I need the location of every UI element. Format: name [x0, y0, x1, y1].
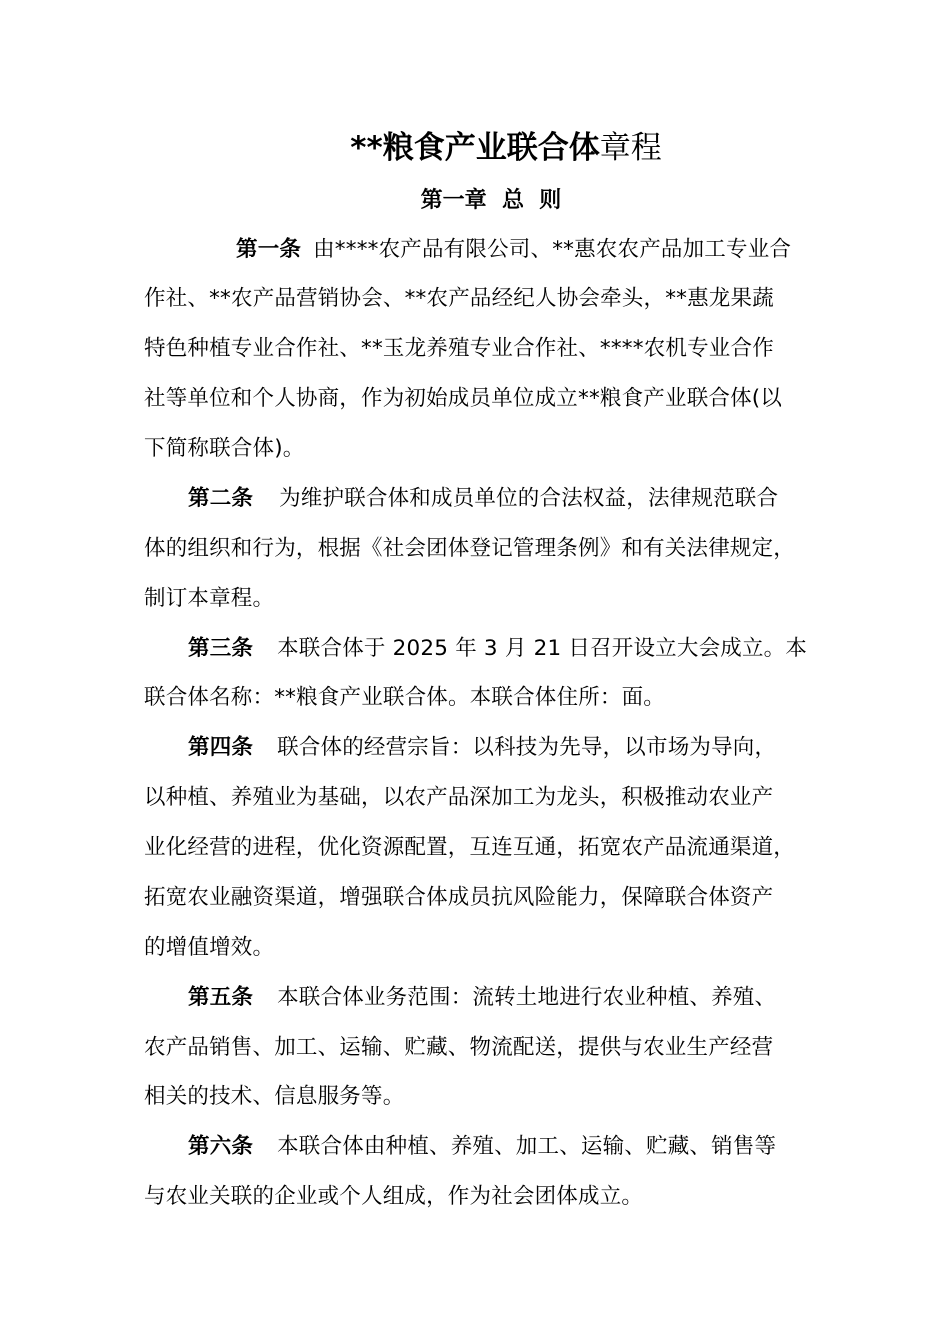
- article-text: 联合体的经营宗旨：以科技为先导，以市场为导向，: [277, 735, 777, 760]
- article-6-line-1: [188, 1132, 776, 1162]
- article-1-line-5: 下简称联合体)。: [144, 436, 305, 461]
- article-5-line-1: [188, 983, 776, 1013]
- article-3-line-1: [188, 634, 807, 664]
- article-1-line-1: [236, 235, 791, 265]
- article-text: 本联合体业务范围：流转土地进行农业种植、养殖、: [277, 985, 777, 1010]
- article-2-line-3: 制订本章程。: [144, 586, 275, 611]
- article-4-line-5: 的增值增效。: [144, 935, 275, 960]
- document-title-suffix: 章程: [599, 130, 662, 166]
- article-label: 第四条: [188, 735, 254, 760]
- article-4-line-2: 以种植、养殖业为基础，以农产品深加工为龙头，积极推动农业产: [144, 785, 774, 810]
- article-label: 第六条: [188, 1134, 254, 1159]
- document-title-main: **粮食产业联合体: [350, 130, 600, 166]
- article-5-line-2: 农产品销售、加工、运输、贮藏、物流配送，提供与农业生产经营: [144, 1035, 774, 1060]
- article-label: 第二条: [188, 486, 254, 511]
- article-text: 本联合体于 2025 年 3 月 21 日召开设立大会成立。本: [277, 636, 808, 661]
- article-label: 第三条: [188, 636, 254, 661]
- article-text: 为维护联合体和成员单位的合法权益，法律规范联合: [279, 486, 779, 511]
- article-text: 由****农产品有限公司、**惠农农产品加工专业合: [313, 237, 792, 262]
- article-5-line-3: 相关的技术、信息服务等。: [144, 1084, 405, 1109]
- article-1-line-4: 社等单位和个人协商，作为初始成员单位成立**粮食产业联合体(以: [144, 386, 783, 411]
- article-2-line-1: [188, 484, 778, 514]
- document-title: [0, 126, 950, 170]
- article-text: 本联合体由种植、养殖、加工、运输、贮藏、销售等: [277, 1134, 777, 1159]
- chapter-heading: 第一章 总 则: [420, 188, 562, 213]
- article-1-line-2: 作社、**农产品营销协会、**农产品经纪人协会牵头，**惠龙果蔬: [144, 286, 774, 311]
- article-3-line-2: 联合体名称：**粮食产业联合体。本联合体住所：面。: [144, 685, 666, 710]
- article-1-line-3: 特色种植专业合作社、**玉龙养殖专业合作社、****农机专业合作: [144, 336, 774, 361]
- article-2-line-2: 体的组织和行为，根据《社会团体登记管理条例》和有关法律规定，: [144, 536, 796, 561]
- article-4-line-1: [188, 733, 776, 763]
- article-4-line-3: 业化经营的进程，优化资源配置，互连互通，拓宽农产品流通渠道，: [144, 835, 796, 860]
- article-6-line-2: 与农业关联的企业或个人组成，作为社会团体成立。: [144, 1184, 644, 1209]
- article-label: 第五条: [188, 985, 254, 1010]
- article-4-line-4: 拓宽农业融资渠道，增强联合体成员抗风险能力，保障联合体资产: [144, 885, 774, 910]
- article-label: 第一条: [236, 237, 302, 262]
